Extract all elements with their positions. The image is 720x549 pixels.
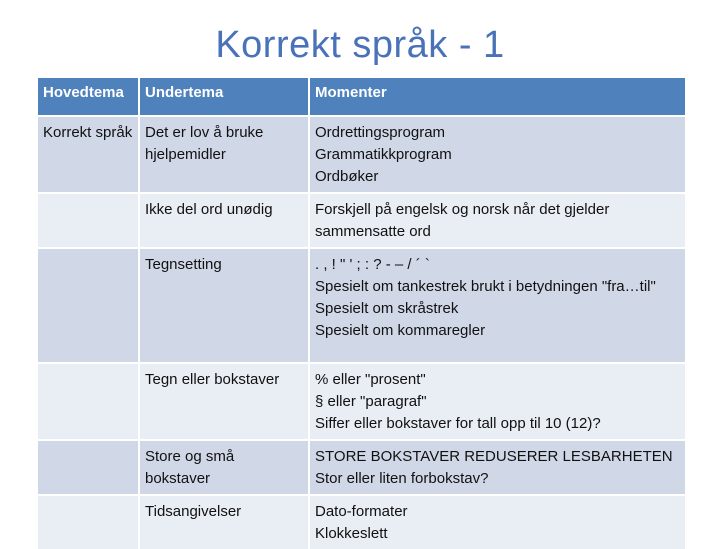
empty-cell xyxy=(38,362,140,439)
point-line: STORE BOKSTAVER REDUSERER LESBARHETEN xyxy=(315,448,673,465)
subtopic-cell: Det er lov å bruke hjelpemidler xyxy=(140,115,310,192)
subtopic-cell: Tegn eller bokstaver xyxy=(140,362,310,439)
empty-cell xyxy=(38,247,140,362)
points-cell xyxy=(310,192,685,247)
point-line: Spesielt om skråstrek xyxy=(315,300,459,317)
subtopic-cell: Ikke del ord unødig xyxy=(140,192,310,247)
table-row xyxy=(38,192,685,247)
header-undertema: Undertema xyxy=(140,78,310,115)
empty-cell xyxy=(38,439,140,494)
point-line: Spesielt om kommaregler xyxy=(315,322,486,339)
points-cell xyxy=(310,362,685,439)
point-line: Spesielt om tankestrek brukt i betydningen "fra…til" xyxy=(315,278,656,295)
header-momenter: Momenter xyxy=(310,78,685,115)
main-topic-cell: Korrekt språk xyxy=(38,115,140,192)
point-line: § eller "paragraf" xyxy=(315,393,427,410)
point-line: Klokkeslett xyxy=(315,525,388,542)
header-hovedtema: Hovedtema xyxy=(38,78,140,115)
table-row xyxy=(38,494,685,549)
point-line: Ordbøker xyxy=(315,168,379,185)
points-cell xyxy=(310,247,685,362)
points-cell xyxy=(310,115,685,192)
point-line: . , ! " ' ; : ? - – / ´ ` xyxy=(315,256,430,273)
table-row xyxy=(38,247,685,362)
point-line: Grammatikkprogram xyxy=(315,146,452,163)
point-line: Dato-formater xyxy=(315,503,408,520)
table-header-row xyxy=(38,78,685,115)
points-cell xyxy=(310,494,685,549)
subtopic-cell: Tidsangivelser xyxy=(140,494,310,549)
point-line: % eller "prosent" xyxy=(315,371,426,388)
subtopic-cell: Store og små bokstaver xyxy=(140,439,310,494)
slide-title: Korrekt språk - 1 xyxy=(215,24,505,66)
table-row xyxy=(38,362,685,439)
table-row xyxy=(38,115,685,192)
points-cell xyxy=(310,439,685,494)
empty-cell xyxy=(38,494,140,549)
point-line: Ordrettingsprogram xyxy=(315,124,446,141)
table-row xyxy=(38,439,685,494)
empty-cell xyxy=(38,192,140,247)
point-line: Forskjell på engelsk og norsk når det gjelder sammensatte ord xyxy=(315,201,610,240)
point-line: Siffer eller bokstaver for tall opp til 10 (12)? xyxy=(315,415,601,432)
point-line: Stor eller liten forbokstav? xyxy=(315,470,489,487)
subtopic-cell: Tegnsetting xyxy=(140,247,310,362)
topic-table xyxy=(38,78,685,549)
